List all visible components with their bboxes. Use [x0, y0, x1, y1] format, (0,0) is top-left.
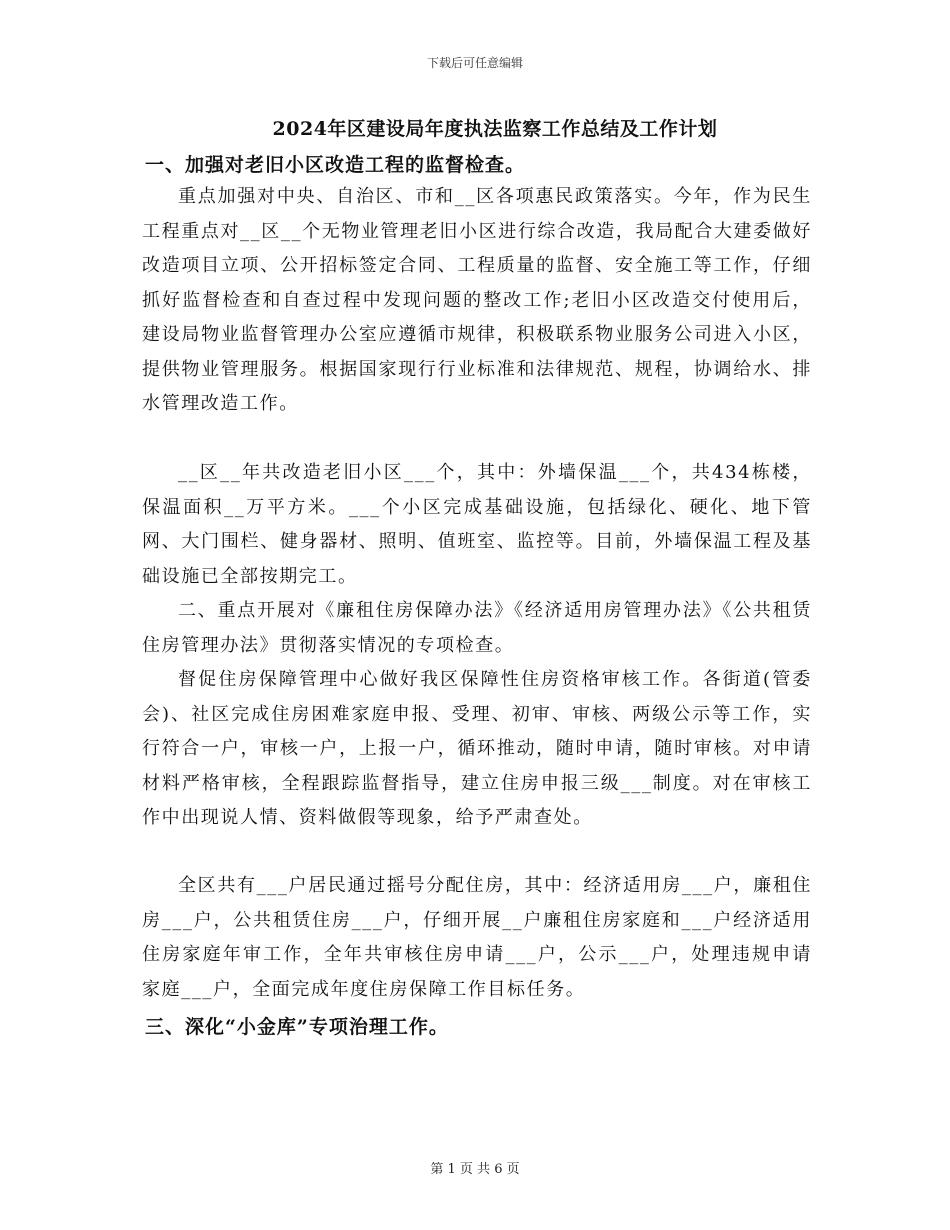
paragraph-4: 督促住房保障管理中心做好我区保障性住房资格审核工作。各街道(管委会)、社区完成住房困难家庭申报、受理、初审、审核、两级公示等工作，实行符合一户，审核一户，上报一户，循环推动，随时申请，随时审核。对申请材料严格审核，全程跟踪监督指导，建立住房申报三级___制度。对在审核工作中出现说人情、资料做假等现象，给予严肃查处。	[142, 669, 812, 828]
paragraph-3: 二、重点开展对《廉租住房保障办法》《经济适用房管理办法》《公共租赁住房管理办法》贯彻落实情况的专项检查。	[142, 600, 812, 656]
header-note: 下载后可任意编辑	[426, 56, 523, 70]
page-footer: 第 1 页 共 6 页	[430, 1162, 520, 1177]
section-heading-3: 三、深化“小金库”专项治理工作。	[145, 1016, 449, 1038]
paragraph-5: 全区共有___户居民通过摇号分配住房，其中：经济适用房___户，廉租住房___户，公共租赁住房___户，仔细开展__户廉租住房家庭和___户经济适用住房家庭年审工作，全年共审核住房申请___户，公示___户，处理违规申请家庭___户，全面完成年度住房保障工作目标任务。	[142, 875, 812, 1000]
section-heading-1: 一、加强对老旧小区改造工程的监督检查。	[145, 154, 526, 176]
paragraph-2: __区__年共改造老旧小区___个，其中：外墙保温___个，共434栋楼，保温面积__万平方米。___个小区完成基础设施，包括绿化、硬化、地下管网、大门围栏、健身器材、照明、值班室、监控等。目前，外墙保温工程及基础设施已全部按期完工。	[142, 462, 812, 587]
paragraph-1: 重点加强对中央、自治区、市和__区各项惠民政策落实。今年，作为民生工程重点对__区__个无物业管理老旧小区进行综合改造，我局配合大建委做好改造项目立项、公开招标签定合同、工程质量的监督、安全施工等工作，仔细抓好监督检查和自查过程中发现问题的整改工作;老旧小区改造交付使用后，建设局物业监督管理办公室应遵循市规律，积极联系物业服务公司进入小区，提供物业管理服务。根据国家现行行业标准和法律规范、规程，协调给水、排水管理改造工作。	[142, 186, 812, 414]
document-title: 2024年区建设局年度执法监察工作总结及工作计划	[272, 118, 718, 140]
